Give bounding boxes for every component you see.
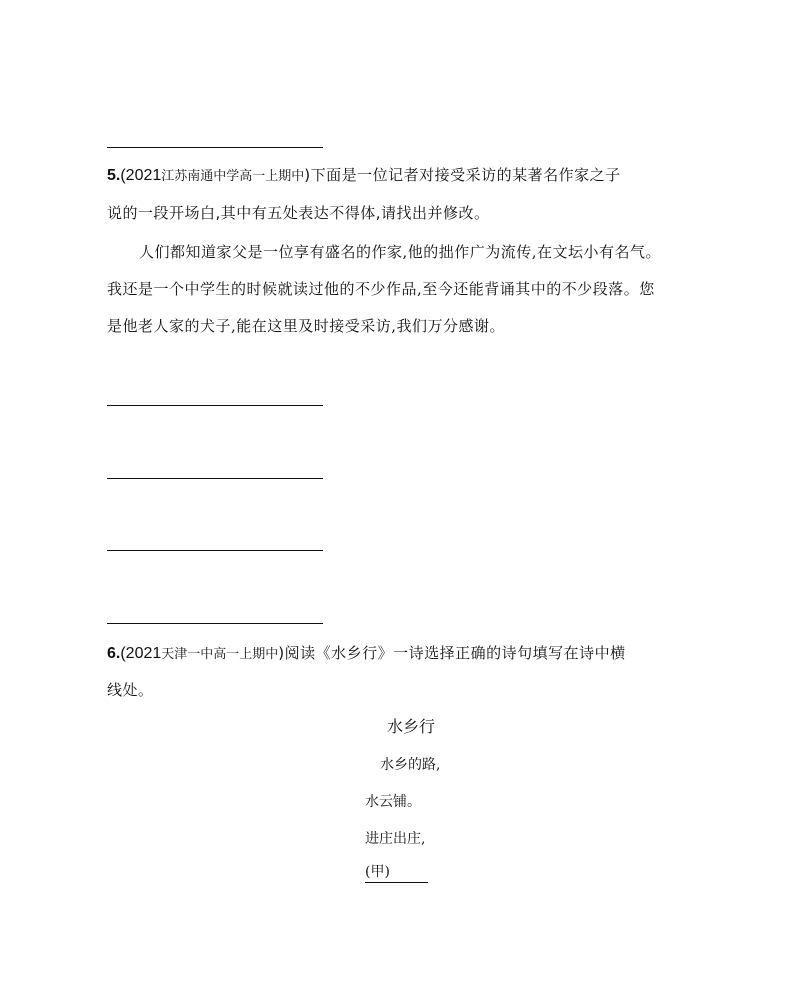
q5-passage-line3: 是他老人家的犬子,能在这里及时接受采访,我们万分感谢。 — [107, 317, 506, 335]
q5-passage-line1: 人们都知道家父是一位享有盛名的作家,他的拙作广为流传,在文坛小有名气。 — [139, 243, 662, 261]
q6-number: 6. — [107, 645, 121, 662]
blank-underline[interactable] — [365, 862, 428, 883]
answer-line[interactable] — [107, 623, 323, 624]
q5-prompt-text: )下面是一位记者对接受采访的某著名作家之子 — [304, 166, 621, 184]
q6-year: (2021 — [120, 645, 162, 662]
poem-line3: 进庄出庄, — [365, 831, 426, 847]
answer-line[interactable] — [107, 550, 323, 551]
q6-prompt-text: )阅读《水乡行》一诗选择正确的诗句填写在诗中横 — [278, 644, 626, 662]
poem-title: 水乡行 — [387, 717, 436, 736]
q6-prompt-line2: 线处。 — [107, 681, 154, 699]
answer-line[interactable] — [107, 478, 323, 479]
poem-line2: 水云铺。 — [365, 794, 421, 810]
answer-line[interactable] — [107, 147, 323, 148]
q5-source: 江苏南通中学高一上期中 — [161, 169, 305, 184]
poem-blank[interactable] — [365, 862, 428, 883]
q6-source: 天津一中高一上期中 — [161, 647, 279, 662]
answer-line[interactable] — [107, 405, 323, 406]
q5-passage-line2: 我还是一个中学生的时候就读过他的不少作品,至今还能背诵其中的不少段落。您 — [107, 280, 655, 298]
blank-label: (甲) — [365, 864, 390, 880]
q5-prompt-line2: 说的一段开场白,其中有五处表达不得体,请找出并修改。 — [107, 204, 490, 222]
q6-prompt-line1 — [107, 643, 626, 665]
q5-prompt-line1 — [107, 165, 621, 187]
poem-line1: 水乡的路, — [380, 757, 441, 773]
q5-number: 5. — [107, 167, 121, 184]
q5-year: (2021 — [120, 167, 162, 184]
